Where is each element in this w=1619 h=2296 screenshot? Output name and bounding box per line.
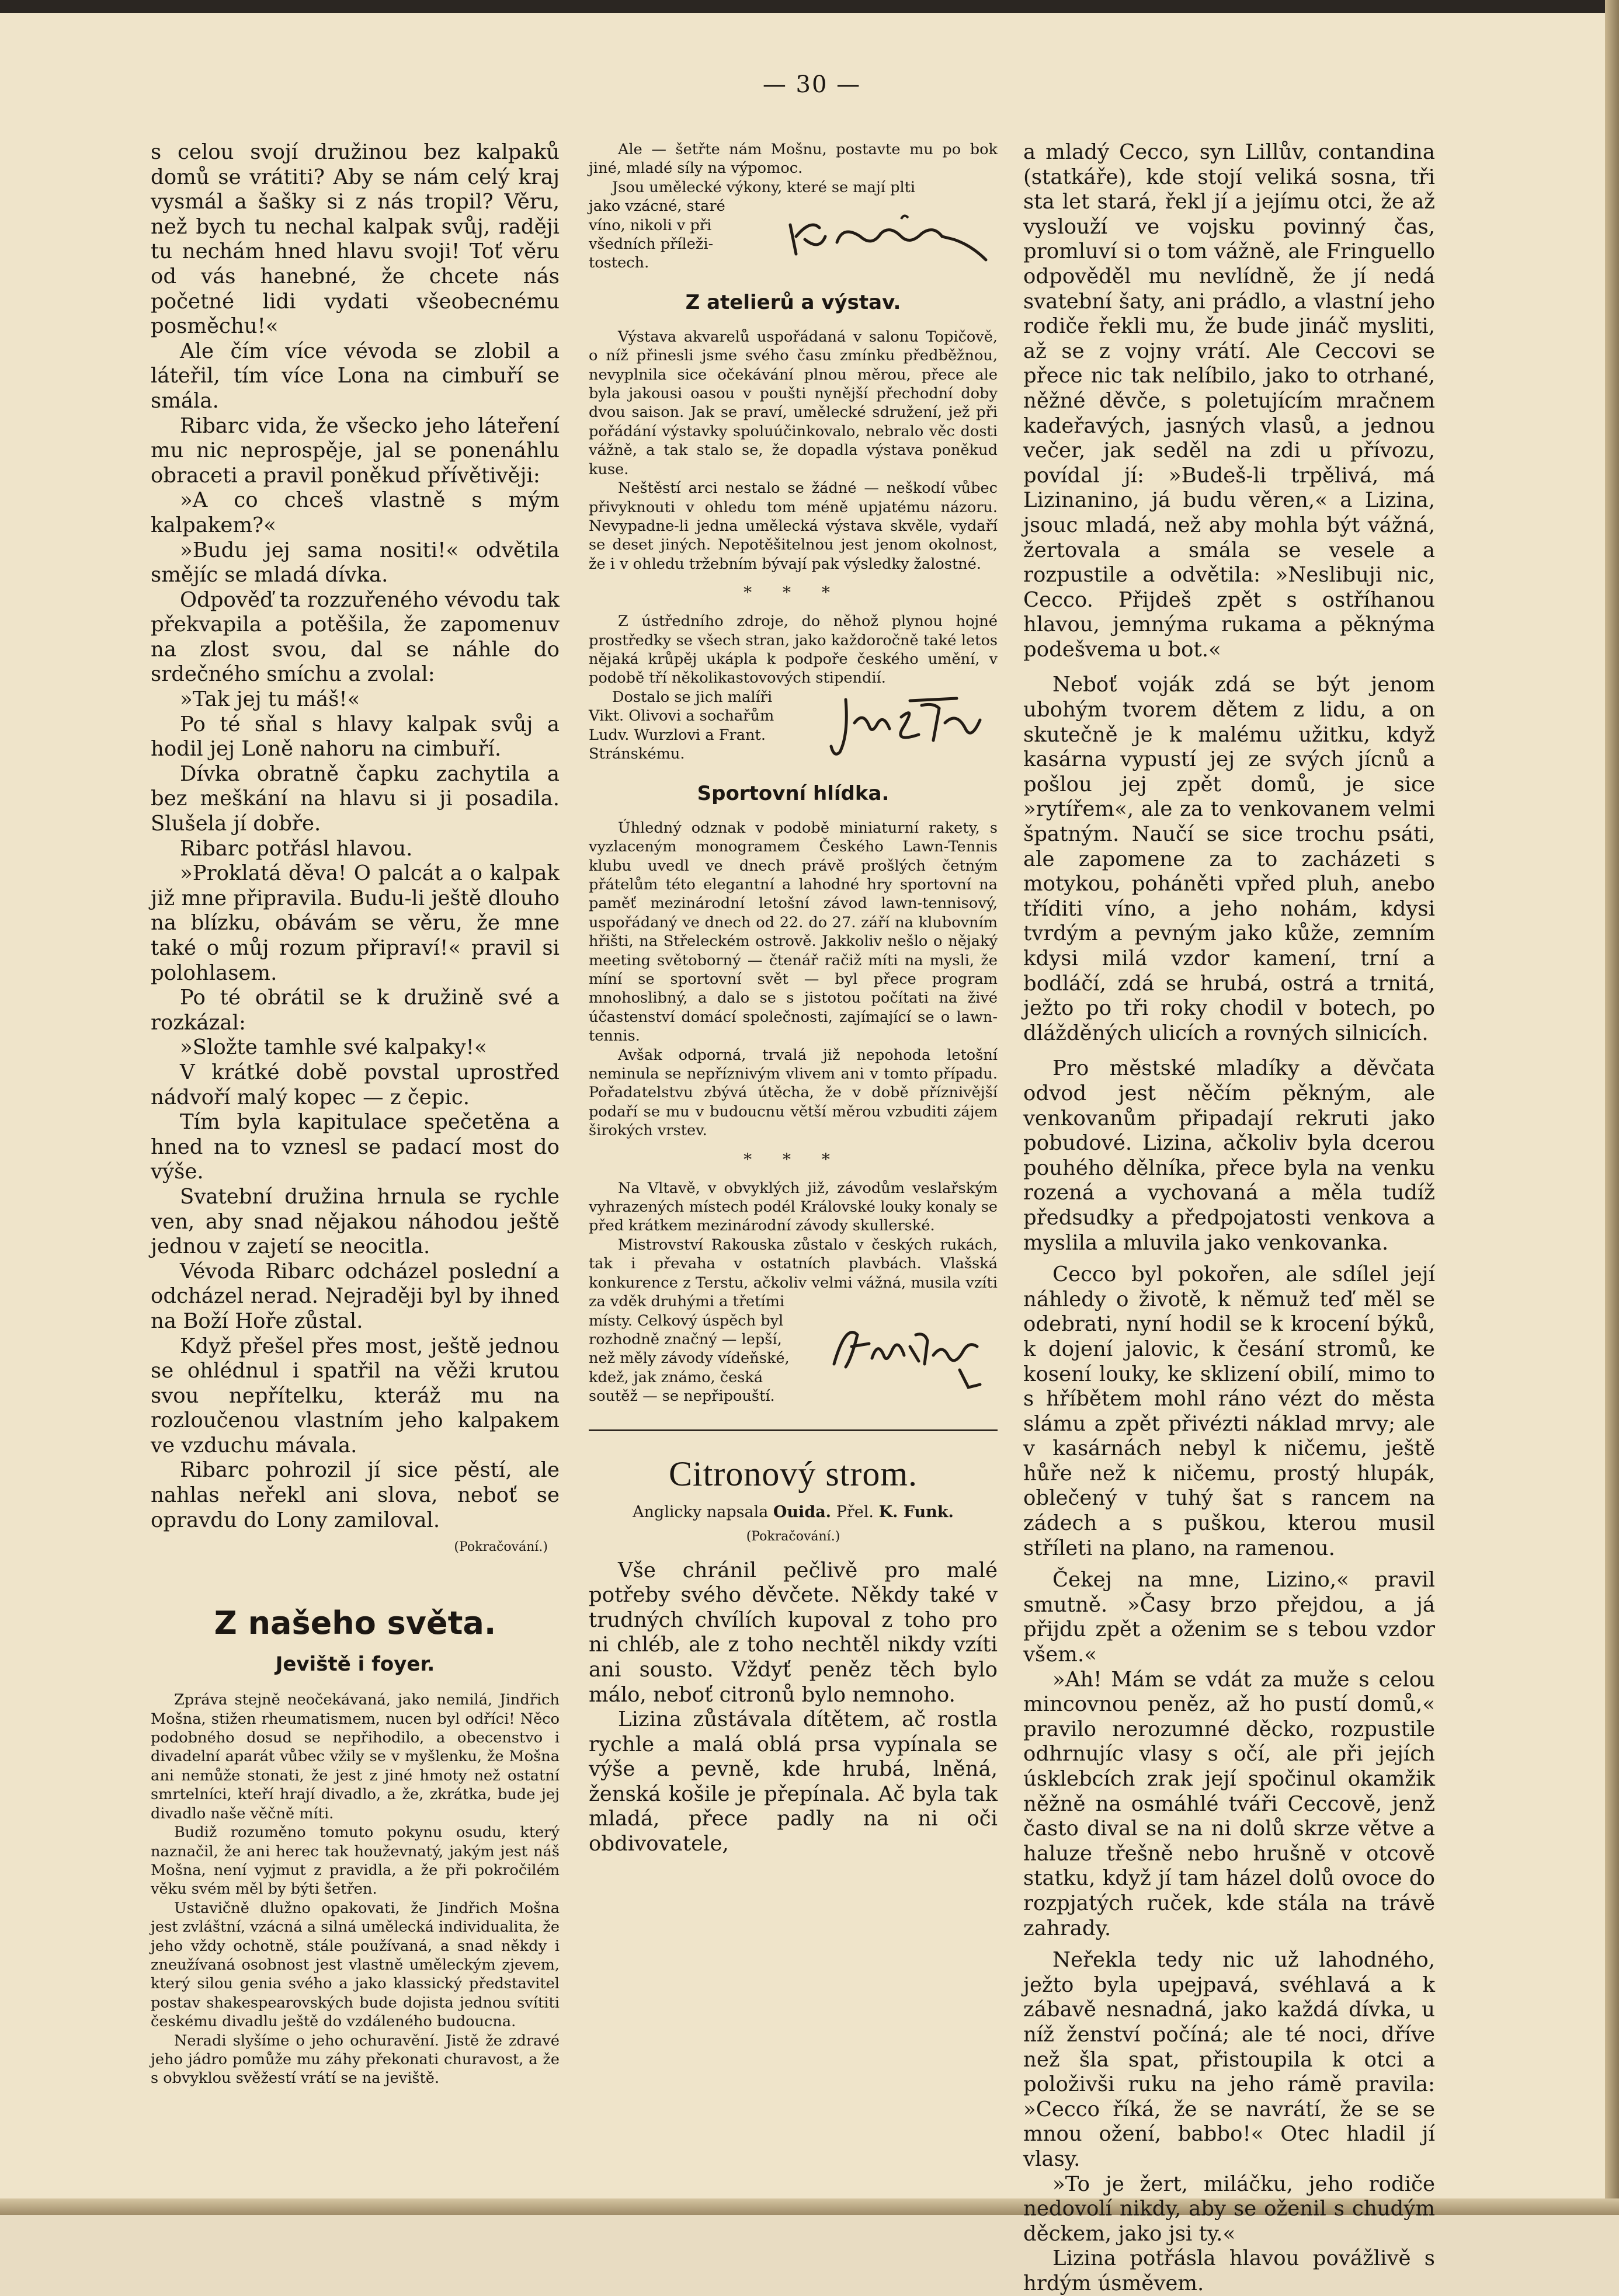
paragraph: »Ah! Mám se vdát za muže s celou mincovnou peněz, až ho pustí domů,« pravilo nerozumné děcko, rozpustile odhrnujíc vlasy s očí, ale při jejích úsklebcích zrak její spočinul okamžik něžně na osmáhlé tváři Ceccově, jenž často dival se na ni dolů skrze větve a haluze třešně nebo hrušně v otcově statku, když jí tam házel dolů ovoce do rozpjatých ruček, kde stála na trávě zahrady. (1023, 1667, 1435, 1940)
paragraph: Vévoda Ribarc odcházel poslední a odcházel nerad. Nejraději byl by ihned na Boží Hoře zůstal. (151, 1259, 560, 1333)
wrapped-line: Dostalo se jich malíři (612, 688, 773, 706)
intro-with-signature (589, 178, 998, 273)
section-title: Z atelierů a výstav. (685, 290, 901, 314)
wrapped-line: víno, nikoli v při (589, 216, 712, 234)
signature-amateur (811, 1311, 998, 1399)
paragraph: »Proklatá děva! O palcát a o kalpak již mne připravila. Budu-li ještě dlouho na blízku, obávám se věru, že mne také o můj rozum připraví!« pravil si polohlasem. (151, 861, 560, 985)
paragraph: Po té sňal s hlavy kalpak svůj a hodil jej Loně nahoru na cimbuří. (151, 712, 560, 761)
wrapped-line: než měly závody vídeňské, (589, 1349, 790, 1368)
story-title: Citronový strom. (668, 1454, 918, 1493)
paragraph: Výstava akvarelů uspořádaná v salonu Topičově, o níž přinesli jsme svého času zmínku předběžnou, nevyplnila sice očekávání plnou měrou, přece ale byla jakousi oasou v poušti nynější přechodní doby dvou saison. Jak se praví, umělecké sdružení, jež při pořádání výstavky spoluúčinkovalo, nebralo věc dosti vážně, a tak stalo se, že dopadla výstava poněkud kuse. (589, 328, 998, 478)
wrapped-line: všedních příleži- (589, 235, 714, 253)
paragraph: Ustavičně dlužno opakovati, že Jindřich Mošna jest zvláštní, vzácná a silná umělecká individualita, že jeho vždy ochotně, stále používaná, a snad někdy i zneužívaná osobnost jest vlastně uměleckým zjevem, který silou genia svého a jako klassický představitel postav shakespearovských bude dojista jednou svítiti českému divadlu ještě do vzdáleného budoucna. (151, 1899, 560, 2031)
wrapped-line: jako vzácné, staré (589, 197, 725, 215)
byline-prefix: Anglicky napsala (633, 1502, 769, 1521)
paragraph: Po té obrátil se k družině své a rozkázal: (151, 986, 560, 1035)
handwritten-signature-icon (817, 1311, 992, 1399)
section-divider (589, 1429, 998, 1431)
paragraph: Na Vltavě, v obvyklých již, závodům veslařským vyhrazených místech podél Královské louky konaly se před krátkem mezinárodní závody skullerské. (589, 1179, 998, 1235)
paragraph: Neřekla tedy nic už lahodného, ježto byla upejpavá, svéhlavá a k zábavě nesnadná, jako každá dívka, u níž ženství počíná; ale té noci, dříve než šla spat, přistoupila k otci a položivši ruku na jeho rámě pravila: »Cecco říká, že se navrátí, že se se mnou ožení, babbo!« Otec hladil jí vlasy. (1023, 1948, 1435, 2171)
column-middle (589, 140, 998, 1857)
paragraph: Lizina zůstávala dítětem, ač rostla rychle a malá oblá prsa vypínala se výše a pevně, kde hrubá, lněná, ženská košile je přepínala. Ač byla tak mladá, přece padly na ni oči obdivovatele, (589, 1707, 998, 1856)
wrapped-line: Stránskému. (589, 745, 685, 763)
wrapped-text (589, 178, 916, 273)
paragraph: »To je žert, miláčku, jeho rodiče nedovolí nikdy, aby se oženil s chudým děckem, jako jsi ty.« (1023, 2172, 1435, 2246)
paragraph: Úhledný odznak v podobě miniaturní rakety, s vyzlaceným monogramem Českého Lawn-Tennis klubu uvedl ve dnech právě prošlých četným přátelům této elegantní a lahodné hry sportovní na paměť mezinárodní letošní závod lawn-tennisový, uspořádaný ve dnech od 22. do 27. září na klubovním hřišti, na Střeleckém ostrově. Jakkoliv nešlo o nějaký meeting světoborný — čtenář račiž míti na mysli, že míní se sportovní svět — byl přece program mnohoslibný, a dalo se s jistotou počítati na živé účastenství domácí společnosti, zajímající se o lawn-tennis. (589, 819, 998, 1045)
wrapped-line: tostech. (589, 254, 649, 272)
paragraph: Čekej na mne, Lizino,« pravil smutně. »Časy brzo přejdou, a já přijdu zpět a oženim se s tebou vzdor všem.« (1023, 1568, 1435, 1667)
signature-jan (817, 688, 998, 764)
paragraph: Neradi slyšíme o jeho ochuravění. Jistě že zdravé jeho jádro pomůže mu záhy překonati churavost, a že s obvyklou svěžestí vrátí se na jeviště. (151, 2031, 560, 2088)
page-number: — 30 — (762, 71, 861, 98)
column-right (1023, 140, 1435, 2296)
paragraph: Ribarc potřásl hlavou. (180, 836, 413, 861)
paragraph: »Složte tamhle své kalpaky!« (180, 1035, 487, 1060)
byline-author: Ouida. (773, 1502, 832, 1521)
wrapped-line: soutěž — se nepřipouští. (589, 1387, 775, 1406)
continued-note: (Pokračování.) (454, 1540, 548, 1555)
subsection-title: Jeviště i foyer. (275, 1653, 435, 1676)
paragraph: Lizina potřásla hlavou povážlivě s hrdým úsměvem. (1023, 2246, 1435, 2295)
paragraph: »Budu jej sama nositi!« odvětila smějíc se mladá dívka. (151, 538, 560, 587)
paragraph: Avšak odporná, trvalá již nepohoda letošní neminula se nepříznivým vlivem ani v tomto případu. Pořadatelstvu zbývá útěcha, že v době příznivější podaří se mu v budoucnu větší měrou vzbuditi zájem širokých vrstev. (589, 1046, 998, 1140)
handwritten-signature-icon (822, 688, 992, 764)
paragraph: Ale čím více vévoda se zlobil a láteřil, tím více Lona na cimbuří se smála. (151, 339, 560, 413)
paragraph: Mistrovství Rakouska zůstalo v českých rukách, tak i převaha v ostatních plavbách. Vlašská konkurence z Terstu, ačkoliv velmi vážná, musila vzíti za vděk druhými a třetími (589, 1236, 998, 1311)
wrapped-line: Vikt. Olivovi a sochařům (589, 707, 774, 725)
paragraph: »Tak jej tu máš!« (180, 687, 360, 712)
story-text (589, 1559, 998, 1857)
paragraph: Neboť voják zdá se být jenom ubohým tvorem dětem z lidu, a on skutečně je k malému užitku, když kasárna vypustí jej ze svých jícnů a pošlou jej zpět domů, je sice »rytířem«, ale za to venkovanem velmi špatným. Naučí se sice trochu psáti, ale zapomene za to zacházeti s motykou, poháněti vpřed pluh, anebo tříditi víno, a jeho nohám, kdysi tvrdým a pevným jako kůže, zemním kdysi milá vzdor kamení, trní a bodláčí, zdá se hrubá, ostrá a trnitá, ježto po tři roky chodil v botech, po dlážděných ulicích a rovných silnicích. (1023, 673, 1435, 1045)
foyer-article (151, 1690, 560, 2088)
paragraph: Zpráva stejně neočekávaná, jako nemilá, Jindřich Mošna, stižen rheumatismem, nucen byl odříci! Něco podobného dosud se nepřihodilo, a obecenstvo i divadelní aparát vůbec vžily se v myšlenku, že Mošna ani nemůže stonati, že jest z jiné hmoty než ostatní smrtelníci, kteří hrají divadlo, a že, zkrátka, bude jej divadlo naše věčně míti. (151, 1691, 560, 1822)
column-left (151, 140, 560, 2088)
paragraph: Budiž rozuměno tomuto pokynu osudu, který naznačil, že ani herec tak houževnatý, jakým jest náš Mošna, není vyjmut z pravidla, a že při pokročilém věku svém měl by býti šetřen. (151, 1824, 560, 1898)
byline-mid: Přel. (836, 1502, 874, 1521)
paragraph: s celou svojí družinou bez kalpaků domů se vrátiti? Aby se nám celý kraj vysmál a šašky si z nás tropil? Věru, než bych tu nechal kalpak svůj, raději tu nechám hned hlavu svoji! Toť věru od vás hanebné, že chcete nás početné lidi vydati všeobecnému posměchu!« (151, 140, 560, 339)
signature-kazimir (781, 178, 998, 266)
wrapped-line: rozhodně značný — lepší, (589, 1330, 782, 1348)
paragraph: Z ústředního zdroje, do něhož plynou hojné prostředky se všech stran, jako každoročně také letos nějaká krůpěj ukápla k podpoře českého umění, v podobě tří několikastovových stipendií. (589, 613, 998, 687)
wrapped-text (589, 688, 817, 764)
story-byline (589, 1501, 998, 1523)
paragraph: Dívka obratně čapku zachytila a bez meškání na hlavu si ji posadila. Slušela jí dobře. (151, 761, 560, 836)
wrapped-line: místy. Celkový úspěch byl (589, 1311, 784, 1330)
paragraph: Cecco byl pokořen, ale sdílel její náhledy o životě, k němuž teď měl se odebrati, nyní hodil se k krocení býků, k dojení jalovic, k česání stromů, ke kosení louky, ke sklizení obilí, mimo to s hříbětem mohl ráno vézt do města slámu a zpět přivézti náklad mrvy; ale v kasárnách nebyl k ničemu, ještě hůře než k ničemu, prostý hlupák, oblečený v tuhý šat s rancem na zádech a s puškou, kterou musil stříleti na plano, na ramenou. (1023, 1262, 1435, 1560)
scan-right-edge (1605, 0, 1619, 2215)
wrapped-line: Ludv. Wurzlovi a Frant. (589, 726, 766, 744)
paragraph: Neštěstí arci nestalo se žádné — neškodí vůbec přivyknouti v ohledu tom méně upjatému názoru. Nevypadne-li jedna umělecká výstava skvěle, vydaří se deset jiných. Nepotěšitelnou jest jenom okolnost, že i v ohledu tržebním bývají pak výsledky žalostné. (589, 479, 998, 573)
separator-stars: * * * (744, 1149, 843, 1169)
paragraph: Tím byla kapitulace spečetěna a hned na to vznesl se padací most do výše. (151, 1110, 560, 1184)
byline-translator: K. Funk. (878, 1502, 954, 1521)
section-title: Z našeho světa. (214, 1605, 496, 1642)
paragraph: Svatební družina hrnula se rychle ven, aby snad nějakou náhodou ještě jednou v zajetí se neocitla. (151, 1184, 560, 1259)
paragraph: Vše chránil pečlivě pro malé potřeby svého děvčete. Někdy také v trudných chvílích kupoval z toho pro ni chléb, ale z toho nechtěl nikdy vzíti ani sousto. Vždyť peněz těch bylo málo, neboť citronů bylo nemnoho. (589, 1558, 998, 1707)
rowing-with-signature (589, 1311, 998, 1406)
scan-top-edge (0, 0, 1619, 13)
handwritten-signature-icon (784, 201, 995, 266)
paragraph: a mladý Cecco, syn Lillův, contandina (statkáře), kde stojí veliká sosna, tři sta let stará, řekl jí a jejímu otci, že až vyslouží ve vojsku povinný čas, promluví si o tom vážně, ale Fringuello odpověděl mu nevlídně, že jí nedá svatební šaty, ani prádlo, a vlastní jeho rodiče řekli mu, že bude jináč mysliti, až se z vojny vrátí. Ale Ceccovi se přece nic tak nelíbilo, jako to otrhané, něžné děvče, s poletujícím mračnem kadeřavých, jasných vlasů, a jednou večer, jak seděl na zdi u přívozu, povídal jí: »Budeš-li trpělivá, má Lizinanino, já budu věren,« a Lizina, jsouc mladá, než aby mohla být vážná, žertovala a smála se vesele a rozpustile a odvětila: »Neslibuji nic, Cecco. Přijdeš zpět s ostříhanou hlavou, jemnýma rukama a pěknýma podešvema u bot.« (1023, 140, 1435, 662)
story-continued-note: (Pokračování.) (746, 1529, 840, 1544)
wrapped-text (589, 1311, 811, 1406)
paragraph: Ribarc pohrozil jí sice pěstí, ale nahlas neřekl ani slova, neboť se opravdu do Lony zamiloval. (151, 1458, 560, 1532)
wrapped-line: kdež, jak známo, česká (589, 1368, 763, 1386)
grant-with-signature (589, 688, 998, 764)
separator-stars: * * * (744, 583, 843, 603)
section-title: Sportovní hlídka. (697, 781, 890, 805)
paragraph: Ribarc vida, že všecko jeho láteření mu nic neprospěje, jal se ponenáhlu obraceti a pravil poněkud přívětivěji: (151, 413, 560, 488)
paragraph: Odpověď ta rozzuřeného vévodu tak překvapila a potěšila, že zapomenuv na zlost svou, dal se náhle do srdečného smíchu a zvolal: (151, 587, 560, 687)
wrapped-line: Jsou umělecké výkony, které se mají plti (612, 178, 916, 196)
paragraph: »A co chceš vlastně s mým kalpakem?« (151, 488, 560, 537)
paragraph: Když přešel přes most, ještě jednou se ohlédnul i spatřil na věži krutou svou nepřítelku, kteráž mu na rozloučenou vlastním jeho kalpakem ve vzduchu mávala. (151, 1334, 560, 1457)
paragraph: Ale — šetřte nám Mošnu, postavte mu po bok jiné, mladé síly na výpomoc. (589, 141, 998, 178)
paragraph: V krátké době povstal uprostřed nádvoří malý kopec — z čepic. (151, 1060, 560, 1109)
paragraph: Pro městské mladíky a děvčata odvod jest něčím pěkným, ale venkovanům připadají rekruti jako pobudové. Lizina, ačkoliv byla dcerou pouhého dělníka, přece byla na venku rozená a vychovaná a měla tudíž předsudky a předpojatosti venkova a myslila a mluvila jako venkovanka. (1023, 1056, 1435, 1255)
